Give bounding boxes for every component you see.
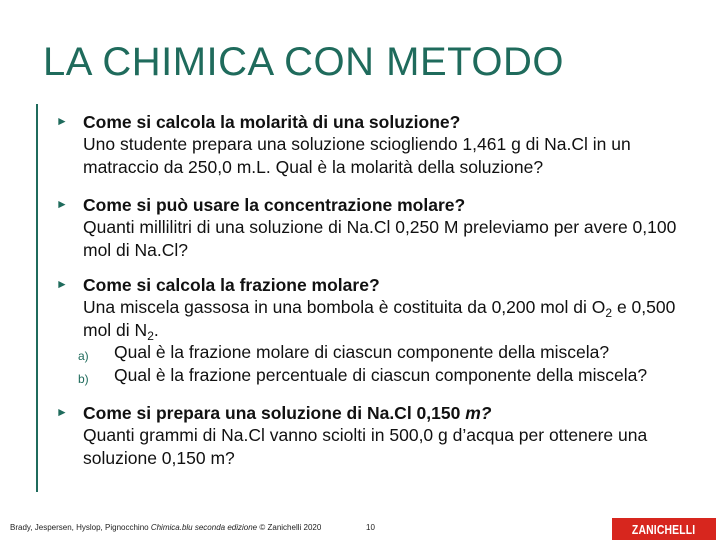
publisher-logo: ZANICHELLI	[612, 518, 716, 540]
bullet-icon: ►	[56, 197, 68, 211]
footer-credits: Brady, Jespersen, Hyslop, Pignocchino Chimica.blu seconda edizione © Zanichelli 2020	[10, 523, 322, 532]
question-heading: Come si può usare la concentrazione molare?	[83, 195, 466, 215]
subscript: 2	[147, 328, 154, 343]
question-body: Una miscela gassosa in una bombola è costituita da 0,200 mol di $O_2$ e 0,500 mol di $N_2$.	[83, 297, 676, 343]
sub-question-text: Qual è la frazione percentuale di ciascun componente della miscela?	[114, 364, 648, 385]
bullet-icon: ►	[56, 114, 68, 128]
vertical-accent-line	[36, 104, 38, 492]
question-body: Quanti grammi di Na.Cl vanno sciolti in 500,0 g d’acqua per ottenere una soluzione 0,150 m?	[83, 425, 648, 468]
list-item	[56, 111, 706, 178]
list-item	[56, 274, 706, 386]
sub-question-text: Qual è la frazione molare di ciascun componente della miscela?	[114, 342, 610, 362]
list-item	[56, 194, 706, 261]
bullet-icon: ►	[56, 405, 68, 419]
molality-unit: m?	[465, 403, 492, 423]
question-heading: Come si calcola la frazione molare?	[83, 275, 380, 295]
sub-question-letter: b)	[78, 371, 89, 386]
list-item	[56, 402, 706, 469]
question-heading: Come si prepara una soluzione di Na.Cl 0,150 m?	[83, 403, 492, 423]
page-number: 10	[366, 523, 375, 532]
bullet-icon: ►	[56, 277, 68, 291]
question-heading: Come si calcola la molarità di una soluzione?	[83, 112, 461, 132]
sub-question	[78, 341, 706, 364]
sub-question	[78, 364, 706, 387]
slide-content	[56, 111, 706, 485]
sub-question-letter: a)	[78, 349, 89, 363]
slide-title: LA CHIMICA CON METODO	[43, 40, 564, 84]
question-body: Uno studente prepara una soluzione sciogliendo 1,461 g di Na.Cl in un matraccio da 250,0 m.L. Qual è la molarità della soluzione?	[83, 134, 631, 177]
subscript: 2	[605, 306, 613, 320]
question-body: Quanti millilitri di una soluzione di Na.Cl 0,250 M preleviamo per avere 0,100 mol di Na.Cl?	[83, 217, 677, 260]
